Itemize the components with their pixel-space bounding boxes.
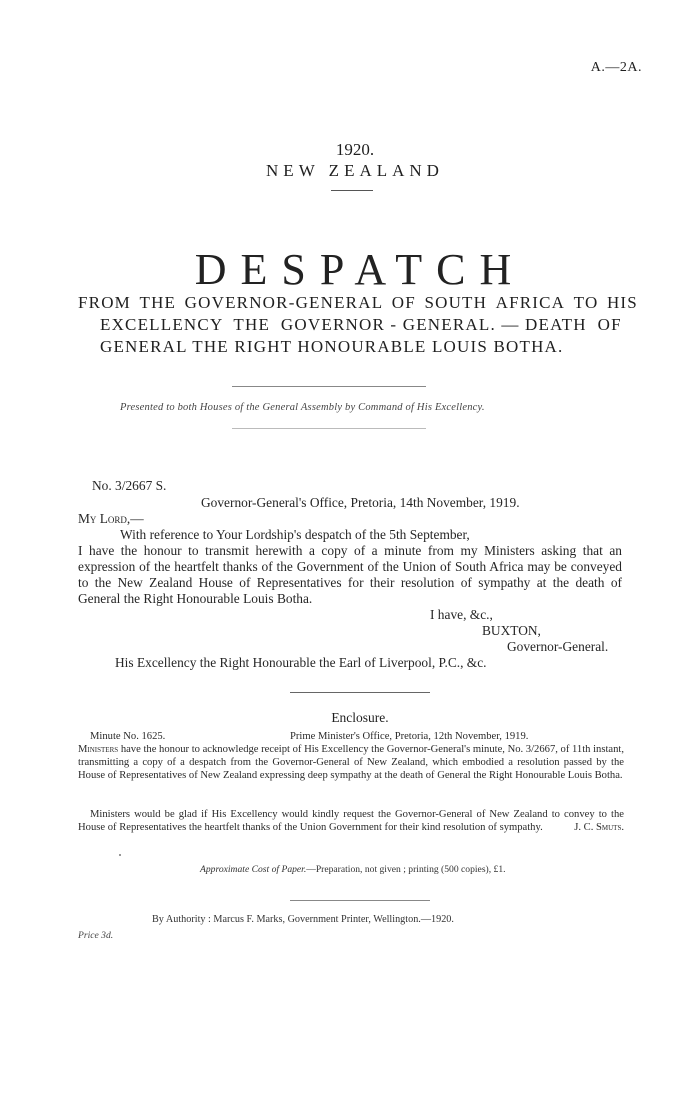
subtitle-word: THE [139,293,177,312]
subtitle-word: OF [391,293,416,312]
signoff-have: I have, &c., [430,607,493,622]
despatch-paragraph [78,527,622,607]
country-heading: NEW ZEALAND [266,161,444,180]
minute-number: Minute No. 1625. [90,731,166,742]
divider-rule [232,428,426,429]
paragraph-lead: Ministers [78,744,119,755]
subtitle-line-3: GENERAL THE RIGHT HONOURABLE LOUIS BOTHA. [100,337,564,356]
enclosure-paragraph-1 [78,743,624,783]
divider-rule [290,900,430,901]
subtitle-word: GOVERNOR-GENERAL [184,293,384,312]
despatch-office-date: Governor-General's Office, Pretoria, 14th November, 1919. [201,495,520,510]
subtitle-word: AFRICA [495,293,566,312]
cost-label: Approximate Cost of Paper. [200,864,307,875]
despatch-number: No. 3/2667 S. [92,478,167,493]
subtitle-line-2: EXCELLENCY THE GOVERNOR - GENERAL. — DEATH OF [100,315,622,334]
year: 1920. [335,140,375,159]
subtitle [78,292,638,358]
cost-note [200,864,506,875]
signoff-name: BUXTON, [482,623,541,638]
divider-rule [331,190,373,191]
signoff-title: Governor-General. [507,639,609,654]
printer-authority: By Authority : Marcus F. Marks, Government Printer, Wellington.—1920. [152,914,454,925]
divider-rule [232,386,426,387]
subtitle-word: FROM [78,293,131,312]
enclosure-paragraph-2 [78,808,624,834]
subtitle-word: TO [573,293,599,312]
salutation: My Lord,— [78,511,144,526]
cost-detail: —Preparation, not given ; printing (500 copies), £1. [306,864,506,875]
price: Price 3d. [78,930,114,941]
paragraph-first-line: With reference to Your Lordship's despatch of the 5th September, [120,527,470,542]
minute-office-date: Prime Minister's Office, Pretoria, 12th November, 1919. [290,731,529,742]
divider-rule [290,692,430,693]
subtitle-word: HIS [606,293,638,312]
paragraph-body: have the honour to acknowledge receipt of His Excellency the Governor-General's minute, No. 3/2667, of 11th instant, transmitting a copy of a despatch from the Governor-General of New Zealand, which embodied a resolution passed by the House of Representatives of New Zealand expressing deep sympathy at the death of General the Right Honourable Louis Botha. [78,744,624,782]
paragraph-body: I have the honour to transmit herewith a copy of a minute from my Ministers asking that an expression of the heartfelt thanks of the Government of the Union of South Africa may be conveyed to the New Zealand House of Representatives for their resolution of sympathy at the death of General the Right Honourable Louis Botha. [78,543,622,606]
subtitle-line-1 [78,292,638,314]
presented-note: Presented to both Houses of the General Assembly by Command of His Excellency. [120,402,485,413]
addressee: His Excellency the Right Honourable the Earl of Liverpool, P.C., &c. [115,655,487,670]
ink-dot [119,854,121,856]
subtitle-word: SOUTH [424,293,488,312]
paragraph-body [78,808,624,834]
document-reference: A.—2A. [590,60,642,75]
page-title: DESPATCH [194,245,526,294]
signature: J. C. Smuts. [574,822,624,834]
enclosure-heading: Enclosure. [331,710,389,725]
paragraph-text: Ministers would be glad if His Excellency would kindly request the Governor-General of New Zealand to convey to the House of Representatives the heartfelt thanks of the Union Government for their kind resolution of sympathy. [78,809,624,834]
